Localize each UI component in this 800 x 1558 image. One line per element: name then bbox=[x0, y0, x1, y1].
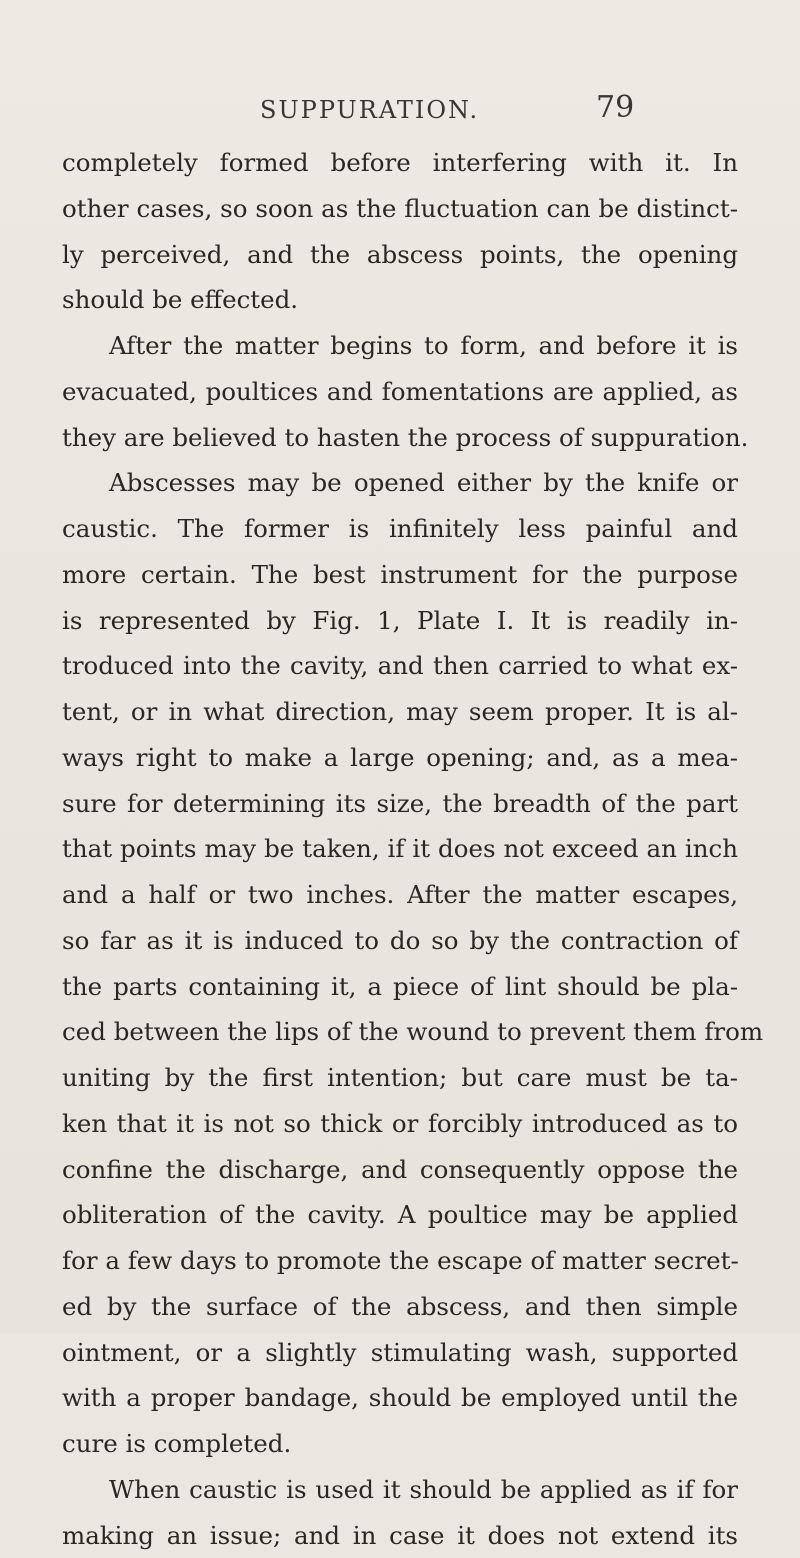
text-line: more certain. The best instrument for the purpose bbox=[62, 552, 738, 598]
text-line: that points may be taken, if it does not exceed an inch bbox=[62, 826, 738, 872]
text-line: cure is completed. bbox=[62, 1421, 738, 1467]
text-line: caustic. The former is infinitely less painful and bbox=[62, 506, 738, 552]
text-line: for a few days to promote the escape of matter secret- bbox=[62, 1238, 738, 1284]
text-line: Abscesses may be opened either by the knife or bbox=[62, 460, 738, 506]
text-line: completely formed before interfering with it. In bbox=[62, 140, 738, 186]
running-head bbox=[0, 96, 800, 136]
text-line: When caustic is used it should be applied as if for bbox=[62, 1467, 738, 1513]
chapter-title: SUPPURATION. bbox=[260, 96, 479, 124]
text-line: ointment, or a slightly stimulating wash, supported bbox=[62, 1330, 738, 1376]
text-line: ways right to make a large opening; and, as a mea- bbox=[62, 735, 738, 781]
text-line: ly perceived, and the abscess points, the opening bbox=[62, 232, 738, 278]
text-line: making an issue; and in case it does not extend its bbox=[62, 1513, 738, 1558]
text-line: and a half or two inches. After the matter escapes, bbox=[62, 872, 738, 918]
text-line: with a proper bandage, should be employed until the bbox=[62, 1375, 738, 1421]
page-number: 79 bbox=[596, 90, 634, 125]
text-line: is represented by Fig. 1, Plate I. It is readily in- bbox=[62, 598, 738, 644]
text-line: troduced into the cavity, and then carried to what ex- bbox=[62, 643, 738, 689]
text-line: ced between the lips of the wound to prevent them from bbox=[62, 1009, 738, 1055]
text-line: so far as it is induced to do so by the contraction of bbox=[62, 918, 738, 964]
text-line: tent, or in what direction, may seem proper. It is al- bbox=[62, 689, 738, 735]
text-line: uniting by the first intention; but care must be ta- bbox=[62, 1055, 738, 1101]
text-line: evacuated, poultices and fomentations are applied, as bbox=[62, 369, 738, 415]
text-line: sure for determining its size, the breadth of the part bbox=[62, 781, 738, 827]
text-line: After the matter begins to form, and before it is bbox=[62, 323, 738, 369]
body-text bbox=[62, 140, 738, 1558]
text-line: they are believed to hasten the process of suppuration. bbox=[62, 415, 738, 461]
text-line: obliteration of the cavity. A poultice may be applied bbox=[62, 1192, 738, 1238]
text-line: confine the discharge, and consequently oppose the bbox=[62, 1147, 738, 1193]
text-line: the parts containing it, a piece of lint should be pla- bbox=[62, 964, 738, 1010]
text-line: ken that it is not so thick or forcibly introduced as to bbox=[62, 1101, 738, 1147]
text-line: ed by the surface of the abscess, and then simple bbox=[62, 1284, 738, 1330]
text-line: should be effected. bbox=[62, 277, 738, 323]
text-line: other cases, so soon as the fluctuation can be distinct- bbox=[62, 186, 738, 232]
